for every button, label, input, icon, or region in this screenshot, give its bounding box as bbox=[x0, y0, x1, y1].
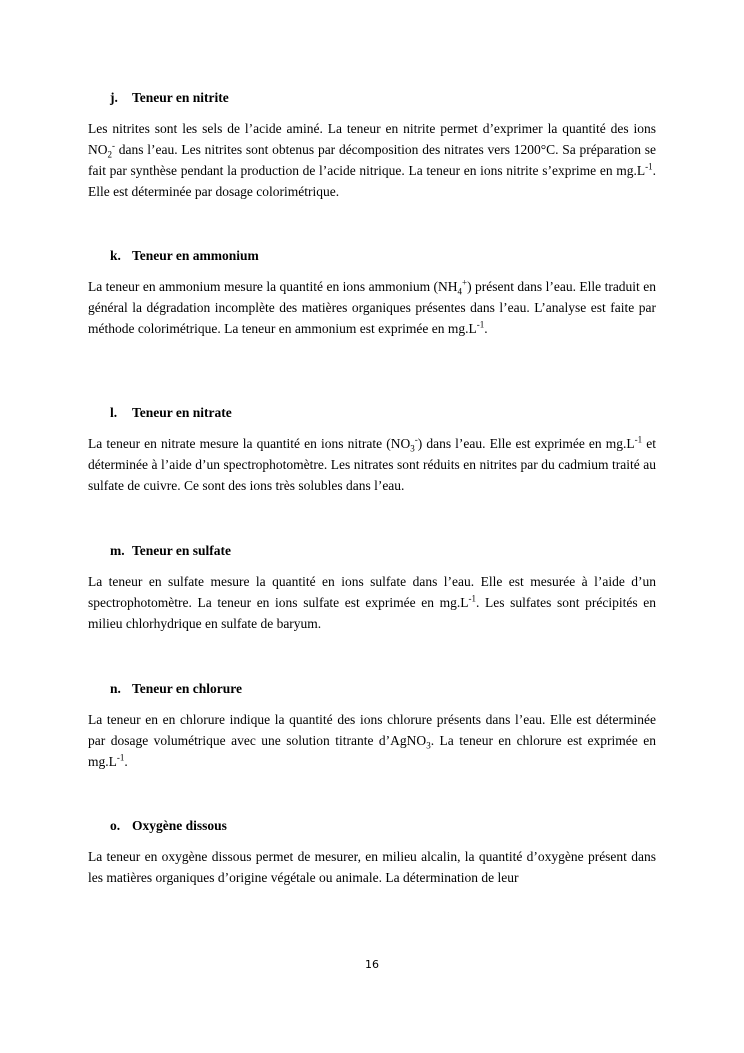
text-run: dans l’eau. Les nitrites sont obtenus par décomposition des nitrates vers 1200°C. Sa préparation se fait par synthèse pendant la production de l’acide nitrique. La teneur en ions nitrite s’exprime en mg.L bbox=[88, 142, 656, 178]
superscript: -1 bbox=[468, 593, 477, 604]
heading-title: Teneur en nitrate bbox=[132, 405, 232, 420]
subscript: 3 bbox=[426, 740, 431, 751]
section-heading bbox=[110, 90, 656, 106]
superscript: - bbox=[414, 434, 418, 445]
text-run: Les nitrites sont les sels de l’acide aminé. La teneur en nitrite permet d’exprimer la quantité des ions NO bbox=[88, 121, 656, 157]
text-run: La teneur en sulfate mesure la quantité en ions sulfate dans l’eau. Elle est mesurée à l’aide d’un spectrophotomètre. La teneur en ions sulfate est exprimée en mg.L bbox=[88, 574, 656, 610]
section-ammonium bbox=[88, 248, 656, 339]
section-nitrite bbox=[88, 90, 656, 202]
section-chlorure bbox=[88, 681, 656, 772]
section-paragraph bbox=[88, 433, 656, 496]
subscript: 3 bbox=[410, 443, 415, 454]
superscript: + bbox=[462, 277, 468, 288]
text-run: . Les sulfates sont précipités en milieu chlorhydrique en sulfate de baryum. bbox=[88, 595, 656, 631]
section-paragraph bbox=[88, 276, 656, 339]
text-run: La teneur en ammonium mesure la quantité en ions ammonium (NH bbox=[88, 279, 458, 294]
subscript: 4 bbox=[457, 286, 462, 297]
section-heading bbox=[110, 681, 656, 697]
heading-letter: k. bbox=[110, 248, 121, 263]
text-run: . bbox=[124, 754, 128, 769]
section-sulfate bbox=[88, 543, 656, 634]
superscript: -1 bbox=[634, 434, 643, 445]
superscript: -1 bbox=[476, 319, 485, 330]
section-paragraph bbox=[88, 709, 656, 772]
superscript: -1 bbox=[116, 752, 125, 763]
heading-letter: o. bbox=[110, 818, 121, 833]
text-run: . bbox=[484, 321, 488, 336]
text-run: ) dans l’eau. Elle est exprimée en mg.L bbox=[417, 436, 635, 451]
heading-letter: m. bbox=[110, 543, 125, 558]
text-run: La teneur en en chlorure indique la quantité des ions chlorure présents dans l’eau. Elle est déterminée par dosage volumétrique avec une solution titrante d’AgNO bbox=[88, 712, 656, 748]
heading-title: Teneur en ammonium bbox=[132, 248, 259, 263]
heading-title: Teneur en nitrite bbox=[132, 90, 229, 105]
section-nitrate bbox=[88, 405, 656, 496]
page-number: 16 bbox=[365, 958, 379, 971]
section-oxygene bbox=[88, 818, 656, 888]
section-heading bbox=[110, 543, 656, 559]
text-run: . La teneur en chlorure est exprimée en mg.L bbox=[88, 733, 656, 769]
text-run: ) présent dans l’eau. Elle traduit en général la dégradation incomplète des matières organiques présentes dans l’eau. L’analyse est faite par méthode colorimétrique. La teneur en ammonium est exprimée en mg.L bbox=[88, 279, 656, 336]
text-run: La teneur en nitrate mesure la quantité en ions nitrate (NO bbox=[88, 436, 411, 451]
heading-letter: j. bbox=[110, 90, 118, 105]
heading-title: Teneur en chlorure bbox=[132, 681, 243, 696]
superscript: - bbox=[112, 140, 115, 151]
subscript: 2 bbox=[107, 149, 112, 160]
section-paragraph bbox=[88, 571, 656, 634]
section-heading bbox=[110, 248, 656, 264]
heading-title: Teneur en sulfate bbox=[132, 543, 232, 558]
section-paragraph bbox=[88, 118, 656, 202]
section-heading bbox=[110, 818, 656, 834]
section-paragraph bbox=[88, 846, 656, 888]
heading-letter: n. bbox=[110, 681, 121, 696]
text-run: La teneur en oxygène dissous permet de mesurer, en milieu alcalin, la quantité d’oxygène présent dans les matières organiques d’origine végétale ou animale. La détermination de leur bbox=[88, 849, 656, 885]
heading-title: Oxygène dissous bbox=[132, 818, 227, 833]
text-run: et déterminée à l’aide d’un spectrophotomètre. Les nitrates sont réduits en nitrites par du cadmium traité au sulfate de cuivre. Ce sont des ions très solubles dans l’eau. bbox=[88, 436, 657, 493]
superscript: -1 bbox=[645, 161, 653, 172]
text-run: . Elle est déterminée par dosage colorimétrique. bbox=[88, 163, 656, 199]
section-heading bbox=[110, 405, 656, 421]
heading-letter: l. bbox=[110, 405, 118, 420]
